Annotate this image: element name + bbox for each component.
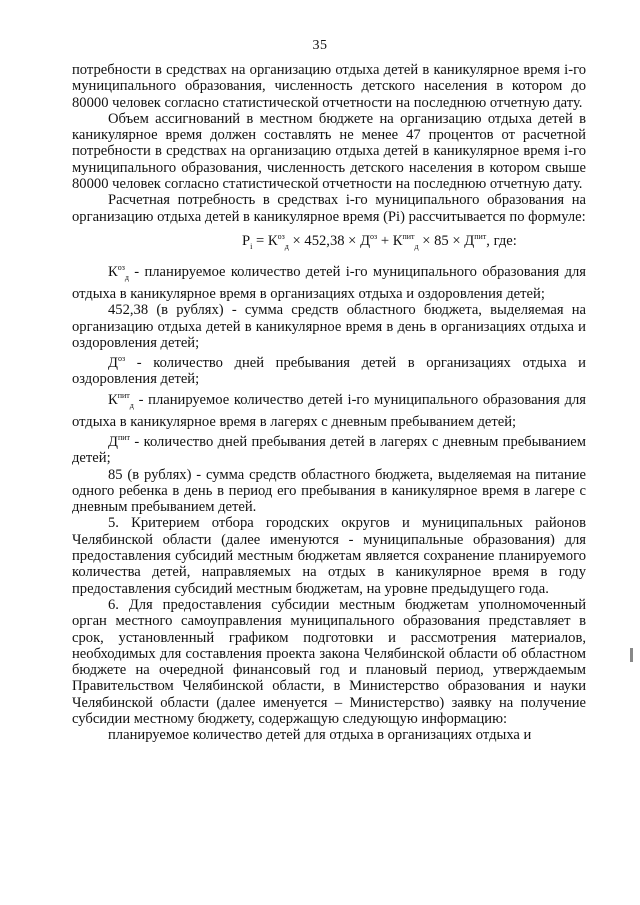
symbol-k-oz: К: [108, 263, 118, 280]
formula-op3: × 85 ×: [418, 232, 465, 249]
symbol-k-pit-sup: пит: [117, 390, 130, 400]
formula-term1-sup: оз: [277, 231, 285, 241]
paragraph-budget-allocation: Объем ассигнований в местном бюджете на организацию отдыха детей в каникулярное время должен составлять не менее 47 процентов от расчетной потребности в средствах на организацию отдыха детей в каникулярное время i-го муниципального образования, численность детского населения в котором свыше 80000 человек согласно статистической отчетности на последнюю отчетную дату.: [72, 110, 586, 193]
formula-tail: , где:: [486, 232, 517, 249]
formula-term2-sup: оз: [370, 231, 378, 241]
symbol-k-oz-sup: оз: [117, 263, 125, 273]
symbol-k-pit-sub: д: [129, 400, 134, 410]
definition-d-oz-text: - количество дней пребывания детей в организациях отдыха и оздоровления детей;: [72, 355, 586, 388]
definition-452: 452,38 (в рублях) - сумма средств областного бюджета, выделяемая на организацию отдыха детей в каникулярное время в день в организациях отдыха и оздоровления детей;: [72, 302, 586, 351]
definition-d-pit-text: - количество дней пребывания детей в лагерях с дневным пребыванием детей;: [72, 433, 586, 467]
symbol-d-oz: Д: [108, 355, 118, 372]
definition-d-pit: [72, 430, 586, 466]
definition-k-pit: [72, 388, 586, 430]
paragraph-continuation: потребности в средствах на организацию отдыха детей в каникулярное время i-го муниципального образования, численность детского населения в котором до 80000 человек согласно статистической отчетности на последнюю отчетную дату.: [72, 62, 586, 111]
formula-term3-sub: д: [414, 241, 419, 251]
definition-k-pit-text: - планируемое количество детей i-го муниципального образования для отдыха в каникулярное время в лагерях с дневным пребыванием детей;: [72, 391, 586, 430]
symbol-d-oz-sup: оз: [117, 354, 126, 364]
formula-term1-sub: д: [284, 241, 289, 251]
formula-term4: Д: [464, 232, 475, 249]
paragraph-item-6: 6. Для предоставления субсидии местным бюджетам уполномоченный орган местного самоуправления муниципального образования представляет в срок, установленный графиком подготовки и рассмотрения материалов, необходимых для составления проекта закона Челябинской области об областном бюджете на очередной финансовый год и плановый период, утверждаемым Правительством Челябинской области, в Министерство образования и науки Челябинской области (далее именуется – Министерство) заявку на получение субсидии местному бюджету, содержащую следующую информацию:: [72, 596, 586, 727]
paragraph-calculation-intro: Расчетная потребность в средствах i-го муниципального образования на организацию отдыха детей в каникулярное время (Pi) рассчитывается по формуле:: [72, 192, 586, 225]
formula-term2: Д: [360, 232, 371, 249]
page-number: 35: [312, 38, 328, 53]
definition-k-oz-text: - планируемое количество детей i-го муниципального образования для отдыха в каникулярное время в организациях отдыха и оздоровления детей;: [72, 263, 586, 303]
formula-term1: К: [267, 232, 278, 249]
definition-d-oz: [72, 351, 586, 387]
formula-op2: +: [377, 232, 393, 249]
symbol-d-pit: Д: [108, 433, 118, 450]
formula-pi: [72, 229, 586, 255]
formula-lhs-sub: i: [250, 241, 253, 251]
symbol-k-pit: К: [108, 391, 118, 408]
symbol-k-oz-sub: д: [124, 272, 129, 282]
symbol-d-pit-sup: пит: [117, 433, 131, 443]
formula-term3: К: [392, 232, 403, 249]
paragraph-planned-count: планируемое количество детей для отдыха в организациях отдыха и: [108, 727, 532, 744]
document-body: [72, 62, 586, 744]
paragraph-item-5: 5. Критерием отбора городских округов и муниципальных районов Челябинской области (далее именуются - муниципальные образования) для предоставления субсидий местным бюджетам является сохранение планируемого количества детей, направляемых на отдых в каникулярное время в году предоставления субсидий местным бюджетам, на уровне предыдущего года.: [72, 515, 586, 597]
definition-85: 85 (в рублях) - сумма средств областного бюджета, выделяемая на питание одного ребенка в день в период его пребывания в каникулярное время в лагере с дневным пребыванием детей.: [72, 466, 586, 516]
formula-term4-sup: пит: [474, 231, 487, 241]
scan-edge-mark: [630, 648, 633, 662]
formula-term3-sup: пит: [402, 231, 415, 241]
formula-lhs: P: [242, 232, 251, 249]
formula-op1: × 452,38 ×: [288, 232, 361, 249]
formula-eq: =: [252, 232, 268, 249]
definition-k-oz: [72, 260, 586, 302]
